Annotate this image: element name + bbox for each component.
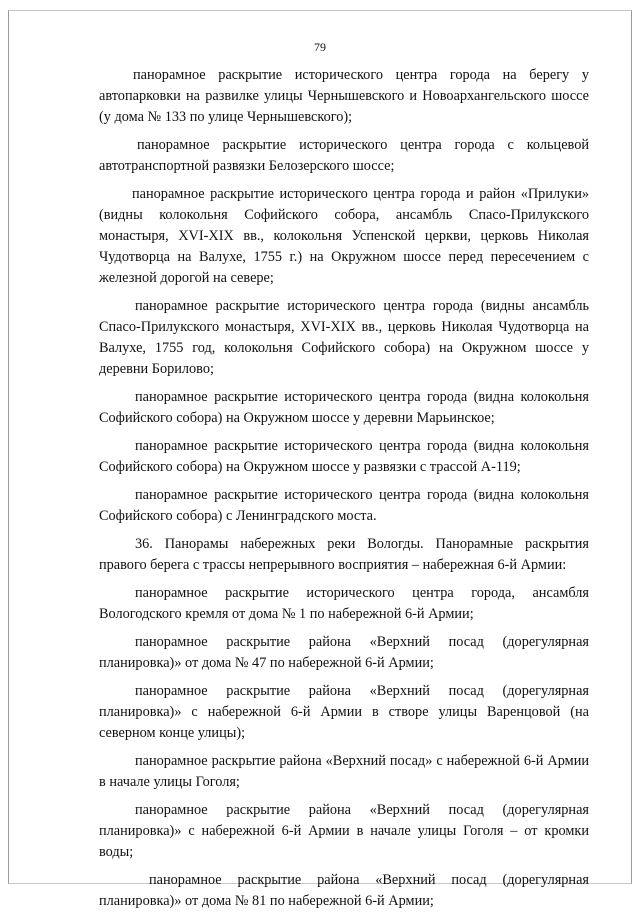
paragraph: панорамное раскрытие исторического центра города с кольцевой автотранспортной развязки Белозерского шоссе; <box>99 137 589 174</box>
paragraph: панорамное раскрытие района «Верхний посад (дорегулярная планировка)» от дома № 47 по набережной 6-й Армии; <box>99 634 589 671</box>
paragraph: панорамное раскрытие исторического центра города, ансамбля Вологодского кремля от дома № 1 по набережной 6-й Армии; <box>99 585 589 622</box>
paragraph: панорамное раскрытие района «Верхний посад (дорегулярная планировка)» с набережной 6-й Армии в начале улицы Гоголя – от кромки воды; <box>99 802 589 860</box>
page-number: 79 <box>314 40 326 54</box>
paragraph: панорамное раскрытие района «Верхний посад» с набережной 6-й Армии в начале улицы Гоголя; <box>99 753 589 790</box>
paragraph: 36. Панорамы набережных реки Вологды. Панорамные раскрытия правого берега с трассы непрерывного восприятия – набережная 6-й Армии: <box>99 536 589 573</box>
paragraph: панорамное раскрытие исторического центра города (видна колокольня Софийского собора) на Окружном шоссе у развязки с трассой А-119; <box>99 438 589 475</box>
paragraph: панорамное раскрытие исторического центра города (видна колокольня Софийского собора) на Окружном шоссе у деревни Марьинское; <box>99 389 589 426</box>
document-body <box>99 65 589 919</box>
paragraph: панорамное раскрытие исторического центра города и район «Прилуки» (видны колокольня Софийского собора, ансамбль Спасо-Прилукского монастыря, XVI-XIX вв., колокольня Успенской церкви, церковь Николая Чудотворца на Валухе, 1755 г.) на Окружном шоссе перед пересечением с железной дорогой на севере; <box>99 186 589 286</box>
paragraph: панорамное раскрытие района «Верхний посад (дорегулярная планировка)» с набережной 6-й Армии в створе улицы Варенцовой (на северном конце улицы); <box>99 683 589 741</box>
paragraph: панорамное раскрытие исторического центра города (видна колокольня Софийского собора) с Ленинградского моста. <box>99 487 589 524</box>
paragraph: панорамное раскрытие района «Верхний посад (дорегулярная планировка)» от дома № 81 по набережной 6-й Армии; <box>99 872 589 909</box>
paragraph: панорамное раскрытие исторического центра города на берегу у автопарковки на развилке улицы Чернышевского и Новоархангельского шоссе (у дома № 133 по улице Чернышевского); <box>99 67 589 125</box>
paragraph: панорамное раскрытие исторического центра города (видны ансамбль Спасо-Прилукского монастыря, XVI-XIX вв., церковь Николая Чудотворца на Валухе, 1755 год, колокольня Софийского собора) на Окружном шоссе у деревни Борилово; <box>99 298 589 377</box>
